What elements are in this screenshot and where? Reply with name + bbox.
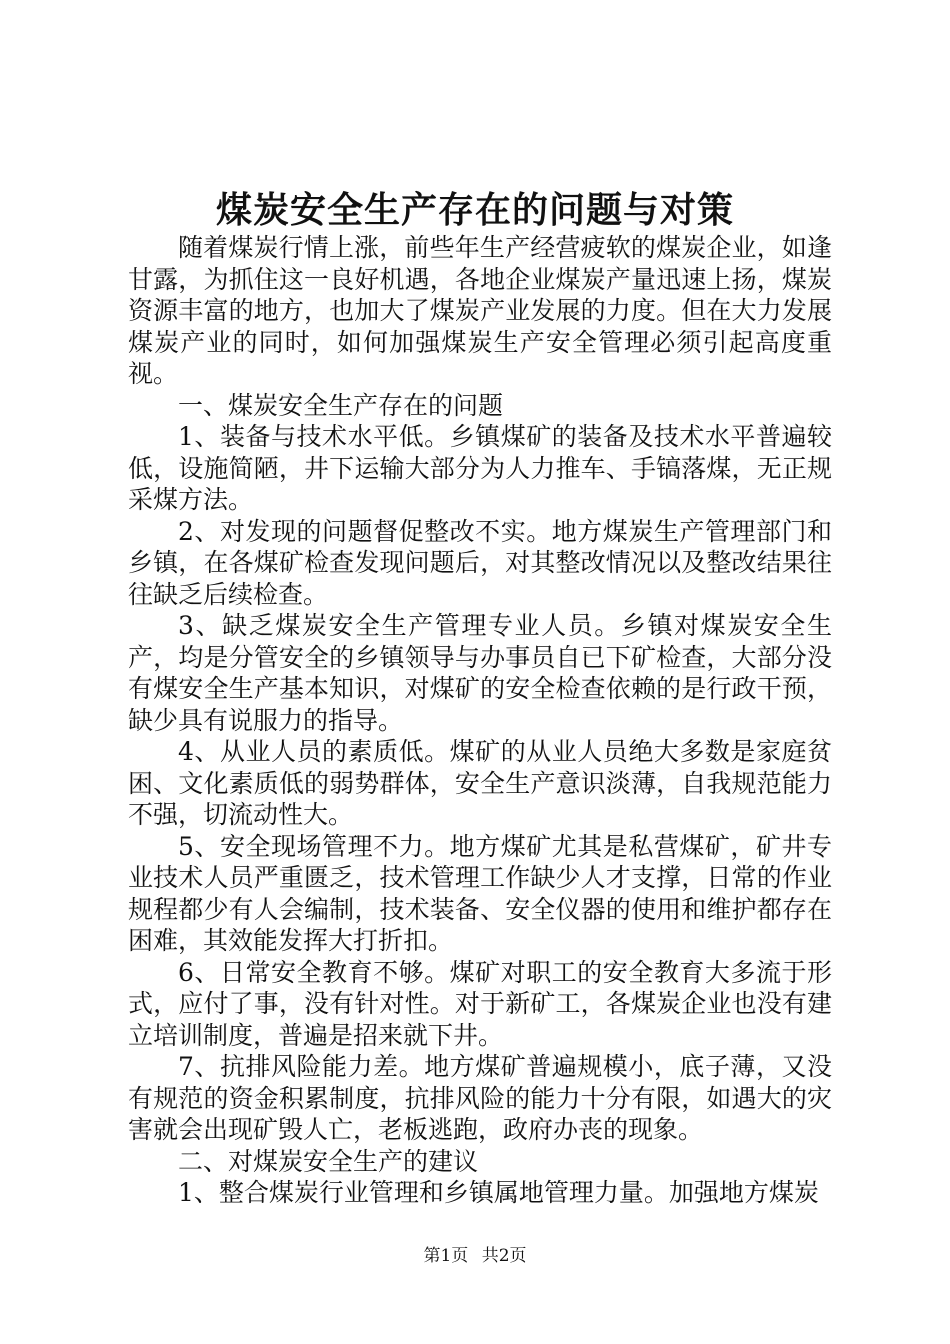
problem-item-7: 7、抗排风险能力差。地方煤矿普遍规模小，底子薄，又没有规范的资金积累制度，抗排风险的能力十分有限，如遇大的灾害就会出现矿毁人亡，老板逃跑，政府办丧的现象。: [128, 1052, 832, 1144]
document-body: [128, 232, 832, 1209]
page-footer: [0, 1245, 950, 1267]
problem-item-5: 5、安全现场管理不力。地方煤矿尤其是私营煤矿，矿井专业技术人员严重匮乏，技术管理工作缺少人才支撑，日常的作业规程都少有人会编制，技术装备、安全仪器的使用和维护都存在困难，其效能发挥大打折扣。: [128, 831, 832, 955]
suggestion-item-1: 1、整合煤炭行业管理和乡镇属地管理力量。加强地方煤炭: [178, 1178, 819, 1207]
problem-item-1: 1、装备与技术水平低。乡镇煤矿的装备及技术水平普遍较低，设施简陋，井下运输大部分为人力推车、手镐落煤，无正规采煤方法。: [128, 422, 832, 514]
section-heading-problems: 一、煤炭安全生产存在的问题: [178, 390, 504, 420]
page-total: 共2页: [481, 1246, 527, 1266]
intro-paragraph: 随着煤炭行情上涨，前些年生产经营疲软的煤炭企业，如逢甘露，为抓住这一良好机遇，各地企业煤炭产量迅速上扬，煤炭资源丰富的地方，也加大了煤炭产业发展的力度。但在大力发展煤炭产业的同时，如何加强煤炭生产安全管理必须引起高度重视。: [128, 233, 832, 388]
section-heading-suggestions: 二、对煤炭安全生产的建议: [178, 1146, 479, 1176]
problem-item-3: 3、缺乏煤炭安全生产管理专业人员。乡镇对煤炭安全生产，均是分管安全的乡镇领导与办事员自已下矿检查，大部分没有煤安全生产基本知识，对煤矿的安全检查依赖的是行政干预，缺少具有说服力的指导。: [128, 611, 832, 735]
problem-item-2: 2、对发现的问题督促整改不实。地方煤炭生产管理部门和乡镇，在各煤矿检查发现问题后，对其整改情况以及整改结果往往缺乏后续检查。: [128, 516, 832, 609]
page-number: 第1页: [423, 1246, 469, 1266]
problem-item-4: 4、从业人员的素质低。煤矿的从业人员绝大多数是家庭贫困、文化素质低的弱势群体，安全生产意识淡薄，自我规范能力不强，切流动性大。: [128, 737, 832, 829]
problem-item-6: 6、日常安全教育不够。煤矿对职工的安全教育大多流于形式，应付了事，没有针对性。对于新矿工，各煤炭企业也没有建立培训制度，普遍是招来就下井。: [128, 957, 832, 1050]
document-title: 煤炭安全生产存在的问题与对策: [215, 189, 734, 231]
